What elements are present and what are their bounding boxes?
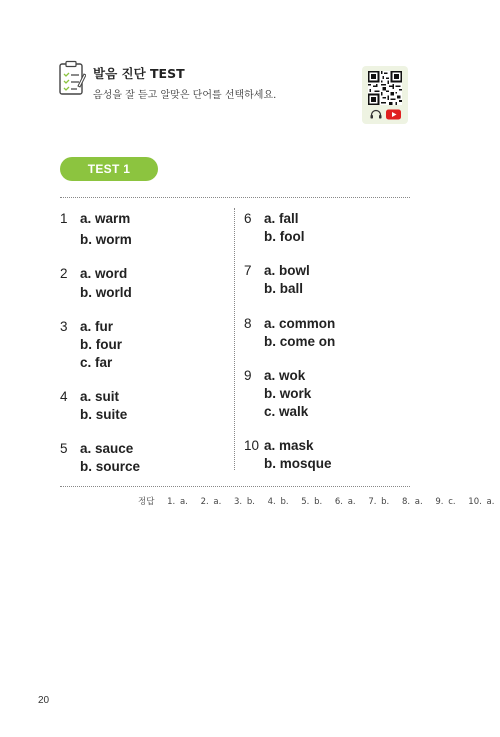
question-number: 2 bbox=[60, 266, 68, 281]
divider-top bbox=[60, 197, 410, 198]
answer-item: 9. c. bbox=[435, 497, 456, 507]
question-number: 7 bbox=[244, 263, 252, 278]
answer-item: 7. b. bbox=[368, 497, 390, 507]
question-number: 1 bbox=[60, 211, 68, 226]
option-a[interactable]: a. suit bbox=[80, 389, 120, 404]
question-number: 10 bbox=[244, 438, 260, 453]
divider-bottom bbox=[60, 486, 410, 487]
option-a[interactable]: a. bowl bbox=[264, 263, 310, 278]
question-number: 4 bbox=[60, 389, 68, 404]
youtube-icon bbox=[386, 109, 401, 120]
answer-item: 1. a. bbox=[167, 497, 188, 507]
option-b[interactable]: b. ball bbox=[264, 281, 304, 296]
option-c[interactable]: c. far bbox=[80, 355, 113, 370]
option-b[interactable]: b. four bbox=[80, 337, 122, 352]
qr-audio-box[interactable] bbox=[362, 66, 408, 124]
answer-item: 4. b. bbox=[267, 497, 289, 507]
answer-key bbox=[138, 495, 500, 507]
answer-item: 10. a. bbox=[468, 497, 495, 507]
divider-vertical bbox=[234, 208, 235, 470]
answer-item: 6. a. bbox=[334, 497, 356, 507]
question-number: 6 bbox=[244, 211, 252, 226]
section-title: 발음 진단 TEST bbox=[93, 66, 185, 81]
option-b[interactable]: b. worm bbox=[80, 232, 132, 247]
section-instruction: 음성을 잘 듣고 알맞은 단어를 선택하세요. bbox=[93, 90, 277, 101]
option-a[interactable]: a. sauce bbox=[80, 441, 134, 456]
answer-item: 5. b. bbox=[301, 497, 323, 507]
option-a[interactable]: a. wok bbox=[264, 368, 306, 383]
option-b[interactable]: b. come on bbox=[264, 334, 336, 349]
option-c[interactable]: c. walk bbox=[264, 404, 309, 419]
option-a[interactable]: a. word bbox=[80, 266, 128, 281]
answer-item: 3. b. bbox=[234, 497, 255, 507]
question-number: 3 bbox=[60, 319, 68, 334]
answer-item: 8. a. bbox=[401, 497, 423, 507]
option-b[interactable]: b. fool bbox=[264, 229, 305, 244]
answer-key-label: 정답 bbox=[138, 497, 155, 507]
option-b[interactable]: b. mosque bbox=[264, 456, 332, 471]
headphone-icon bbox=[370, 109, 382, 119]
checklist-icon bbox=[58, 60, 86, 96]
option-b[interactable]: b. suite bbox=[80, 407, 128, 422]
option-a[interactable]: a. warm bbox=[80, 211, 131, 226]
page-number: 20 bbox=[38, 695, 50, 706]
option-a[interactable]: a. fall bbox=[264, 211, 299, 226]
option-a[interactable]: a. fur bbox=[80, 319, 114, 334]
option-b[interactable]: b. work bbox=[264, 386, 312, 401]
option-a[interactable]: a. mask bbox=[264, 438, 314, 453]
question-number: 8 bbox=[244, 316, 252, 331]
option-b[interactable]: b. source bbox=[80, 459, 141, 474]
answer-item: 2. a. bbox=[200, 497, 222, 507]
test-label-pill: TEST 1 bbox=[60, 157, 158, 181]
question-number: 5 bbox=[60, 441, 68, 456]
qr-code-icon bbox=[368, 71, 402, 105]
option-a[interactable]: a. common bbox=[264, 316, 336, 331]
option-b[interactable]: b. world bbox=[80, 285, 132, 300]
question-number: 9 bbox=[244, 368, 252, 383]
